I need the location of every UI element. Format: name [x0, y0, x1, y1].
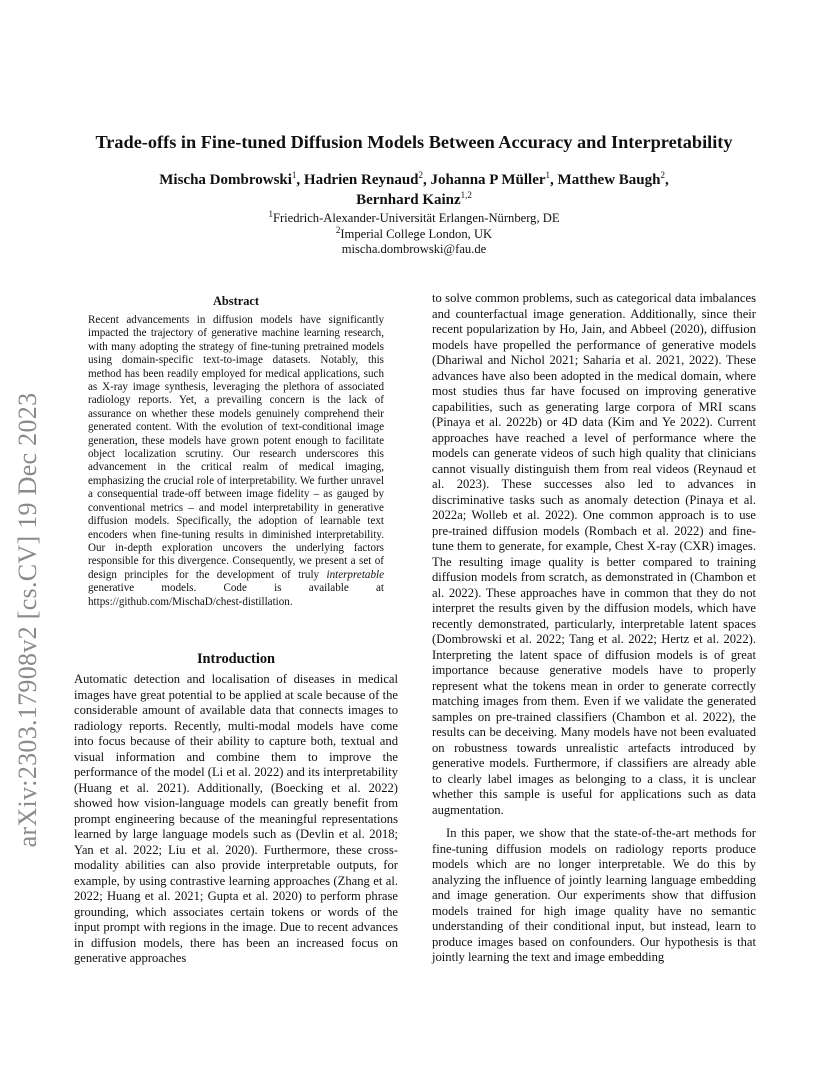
- abstract-text-end: generative models. Code is available at https://github.com/MischaD/chest-distillation.: [88, 582, 384, 608]
- affiliation-name: Friedrich-Alexander-Universität Erlangen-Nürnberg, DE: [272, 211, 560, 225]
- body-paragraph: In this paper, we show that the state-of-the-art methods for fine-tuning diffusion models on radiology reports produce models which are no longer interpretable. We do this by analyzing the influence of jointly learning language embedding and image generation. Our experiments show that diffusion models trained for high image quality have no semantic understanding of their conditional input, but instead, learn to produce images based on confounders. Our hypothesis is that jointly learning the text and image embedding: [432, 826, 756, 964]
- abstract-section: [88, 294, 384, 609]
- affiliation-mark: 2: [335, 224, 341, 235]
- author-affiliation-mark: 1: [291, 170, 297, 180]
- affiliation-line: [150, 208, 678, 227]
- abstract-text: Recent advancements in diffusion models have significantly impacted the trajectory of generative machine learning research, with many adopting the strategy of fine-tuning pretrained models using domain-specific text-to-image datasets. Notably, this method has been readily employed for medical applications, such as X-ray image synthesis, leveraging the plethora of associated radiology reports. Yet, a prevailing concern is the lack of assurance on whether these models genuinely comprehend their generated content. With the evolution of text-conditional image generation, these models have grown potent enough to facilitate object localization scrutiny. Our research underscores this advancement in the critical realm of medical imaging, emphasizing the crucial role of interpretability. We further unravel a consequential trade-off between image fidelity – as gauged by conventional metrics – and model interpretability in generative diffusion models. Specifically, the adoption of learnable text encoders when fine-tuning results in diminished interpretability. Our in-depth exploration uncovers the underlying factors responsible for this divergence. Consequently, we present a set of design principles for the development of truly: [88, 314, 384, 581]
- author-affiliation-mark: 2: [660, 170, 665, 180]
- abstract-heading: Abstract: [212, 294, 260, 308]
- contact-email: mischa.dombrowski@fau.de: [341, 242, 487, 257]
- author-name: Mischa Dombrowski: [159, 172, 292, 188]
- paper-title: Trade-offs in Fine-tuned Diffusion Models Between Accuracy and Interpretability: [95, 132, 733, 152]
- author-name: Bernhard Kainz: [356, 192, 461, 208]
- right-column: [432, 291, 756, 966]
- author-name: Johanna P Müller: [430, 172, 546, 188]
- author-affiliation-mark: 1,2: [460, 190, 472, 200]
- affiliations: [150, 208, 678, 258]
- arxiv-identifier: arXiv:2303.17908v2 [cs.CV] 19 Dec 2023: [13, 392, 42, 848]
- introduction-paragraph: Automatic detection and localisation of diseases in medical images have great potential to be applied at scale because of the considerable amount of available data that connects images to radiology reports. Recently, multi-modal models have come into focus because of their ability to capture both, textual and visual information and combine them to improve the performance of the model (Li et al. 2022) and its interpretability (Huang et al. 2021). Additionally, (Boecking et al. 2022) showed how vision-language models can greatly benefit from prompt engineering because of the meaningful representations learned by large language models such as (Devlin et al. 2018; Yan et al. 2022; Liu et al. 2020). Furthermore, these cross-modality abilities can also provide interpretable outputs, for example, by using contrastive learning approaches (Zhang et al. 2022; Huang et al. 2021; Gupta et al. 2020) to perform phrase grounding, which associates certain tokens or words of the input prompt with regions in the image. Due to recent advances in diffusion models, there has been an increased focus on generative approaches: [74, 672, 398, 965]
- abstract-emphasis: interpretable: [326, 568, 384, 581]
- body-paragraph: to solve common problems, such as categorical data imbalances and counterfactual image generation. Additionally, since their recent popularization by Ho, Jain, and Abbeel (2020), diffusion models have propelled the performance of generative models (Dhariwal and Nichol 2021; Saharia et al. 2021, 2022). These advances have also been adopted in the medical domain, where most studies thus far have focused on improving generative capabilities, such as generating large corpora of MRI scans (Pinaya et al. 2022b) or 4D data (Kim and Ye 2022). Current approaches have reached a level of performance where the models can generate videos of such high quality that clinicians cannot visually distinguish them from real videos (Reynaud et al. 2023). These successes also led to advances in discriminative tasks such as anomaly detection (Pinaya et al. 2022a; Wolleb et al. 2022). One common approach is to use pre-trained diffusion models (Rombach et al. 2022) and fine-tune them to generate, for example, Chest X-ray (CXR) images. The resulting image quality is better compared to training diffusion models from scratch, as demonstrated in (Chambon et al. 2022). These approaches have in common that they do not interpret the results given by the diffusion models, which have recently demonstrated, particularly, interpretable latent spaces (Dombrowski et al. 2022; Tang et al. 2022; Hertz et al. 2022). Interpreting the latent space of diffusion models is of great importance because generative models have to properly represent what the tokens mean in order to generate correctly matching images from them. Even if we validate the generated samples on pre-trained classifiers (Chambon et al. 2022), the results can be deceiving. Many models have not been evaluated on robustness towards unrealistic artefacts introduced by generative models. Furthermore, if classifiers are already able to clearly label images as belonging to a class, it is unclear whether this sample is useful for applications such as data augmentation.: [432, 291, 756, 817]
- introduction-section: [74, 651, 398, 967]
- abstract-body: [88, 314, 384, 609]
- affiliation-name: Imperial College London, UK: [340, 226, 493, 241]
- author-list: Mischa Dombrowski$^1$, Hadrien Reynaud$^2$, Johanna P Müller$^1$, Matthew Baugh$^2$, Bernhard Kainz$^{1,2}$: [159, 170, 669, 208]
- author-name: Hadrien Reynaud: [303, 172, 419, 188]
- author-name: Matthew Baugh: [557, 172, 661, 188]
- affiliation-line: [150, 224, 678, 243]
- affiliation-mark: 1: [268, 208, 273, 219]
- author-affiliation-mark: 2: [418, 170, 424, 180]
- introduction-heading: Introduction: [196, 651, 276, 667]
- author-affiliation-mark: 1: [545, 170, 551, 180]
